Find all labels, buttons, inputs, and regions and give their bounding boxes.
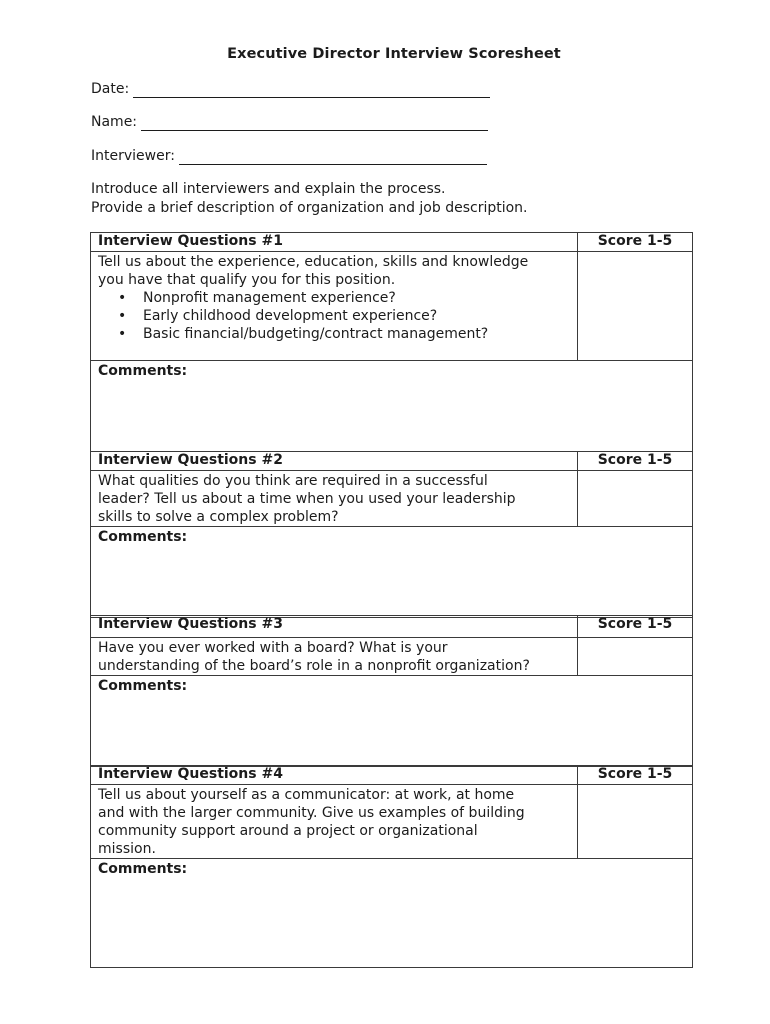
question-text	[91, 471, 578, 527]
question-header-row	[91, 452, 693, 471]
question-table-4	[90, 765, 693, 968]
question-header: Interview Questions #2	[91, 452, 578, 471]
comments-row	[91, 676, 693, 767]
question-text-line: understanding of the board’s role in a nonprofit organization?	[98, 658, 530, 674]
comments-cell[interactable]	[91, 676, 693, 767]
comments-label: Comments:	[98, 529, 188, 545]
name-input-line[interactable]	[141, 116, 488, 131]
question-header-row	[91, 233, 693, 252]
question-body-row	[91, 785, 693, 859]
comments-label: Comments:	[98, 678, 188, 694]
intro-text	[91, 180, 528, 218]
comments-row	[91, 361, 693, 452]
question-body-row	[91, 252, 693, 361]
question-header-row	[91, 616, 693, 638]
question-bullet-list	[98, 289, 570, 343]
date-input-line[interactable]	[133, 83, 490, 98]
comments-label: Comments:	[98, 363, 188, 379]
bullet-item: • Nonprofit management experience?	[143, 289, 570, 307]
question-text-line: and with the larger community. Give us examples of building	[98, 805, 525, 821]
comments-row	[91, 527, 693, 618]
question-text-line: you have that qualify you for this position.	[98, 272, 396, 288]
comments-cell[interactable]	[91, 859, 693, 968]
question-text-line: mission.	[98, 841, 156, 857]
name-field[interactable]	[91, 113, 488, 131]
comments-cell[interactable]	[91, 527, 693, 618]
question-text	[91, 785, 578, 859]
question-body-row	[91, 638, 693, 676]
question-table-1	[90, 232, 693, 452]
score-cell[interactable]	[578, 471, 693, 527]
question-body-row	[91, 471, 693, 527]
date-field[interactable]	[91, 80, 490, 98]
comments-cell[interactable]	[91, 361, 693, 452]
score-cell[interactable]	[578, 785, 693, 859]
score-header: Score 1-5	[578, 766, 693, 785]
question-text	[91, 252, 578, 361]
question-text-line: leader? Tell us about a time when you used your leadership	[98, 491, 516, 507]
score-header: Score 1-5	[578, 233, 693, 252]
score-header: Score 1-5	[578, 616, 693, 638]
question-text-line: Tell us about yourself as a communicator: at work, at home	[98, 787, 515, 803]
interviewer-input-line[interactable]	[179, 150, 487, 165]
document-title: Executive Director Interview Scoresheet	[227, 46, 561, 62]
question-text-line: Have you ever worked with a board? What is your	[98, 640, 448, 656]
name-label: Name:	[91, 114, 138, 130]
intro-line: Provide a brief description of organization and job description.	[91, 200, 528, 216]
question-text-line: Tell us about the experience, education, skills and knowledge	[98, 254, 529, 270]
question-header: Interview Questions #4	[91, 766, 578, 785]
question-header: Interview Questions #3	[91, 616, 578, 638]
bullet-item: • Early childhood development experience?	[143, 307, 570, 325]
comments-label: Comments:	[98, 861, 188, 877]
comments-row	[91, 859, 693, 968]
question-text	[91, 638, 578, 676]
bullet-item: • Basic financial/budgeting/contract management?	[143, 325, 570, 343]
question-table-2	[90, 451, 693, 618]
score-cell[interactable]	[578, 638, 693, 676]
interviewer-label: Interviewer:	[91, 148, 175, 164]
interviewer-field[interactable]	[91, 147, 487, 165]
question-text-line: skills to solve a complex problem?	[98, 509, 339, 525]
score-cell[interactable]	[578, 252, 693, 361]
intro-line: Introduce all interviewers and explain the process.	[91, 181, 446, 197]
question-text-line: What qualities do you think are required in a successful	[98, 473, 488, 489]
question-table-3	[90, 615, 693, 767]
question-header-row	[91, 766, 693, 785]
date-label: Date:	[91, 81, 130, 97]
question-header: Interview Questions #1	[91, 233, 578, 252]
score-header: Score 1-5	[578, 452, 693, 471]
question-text-line: community support around a project or organizational	[98, 823, 478, 839]
